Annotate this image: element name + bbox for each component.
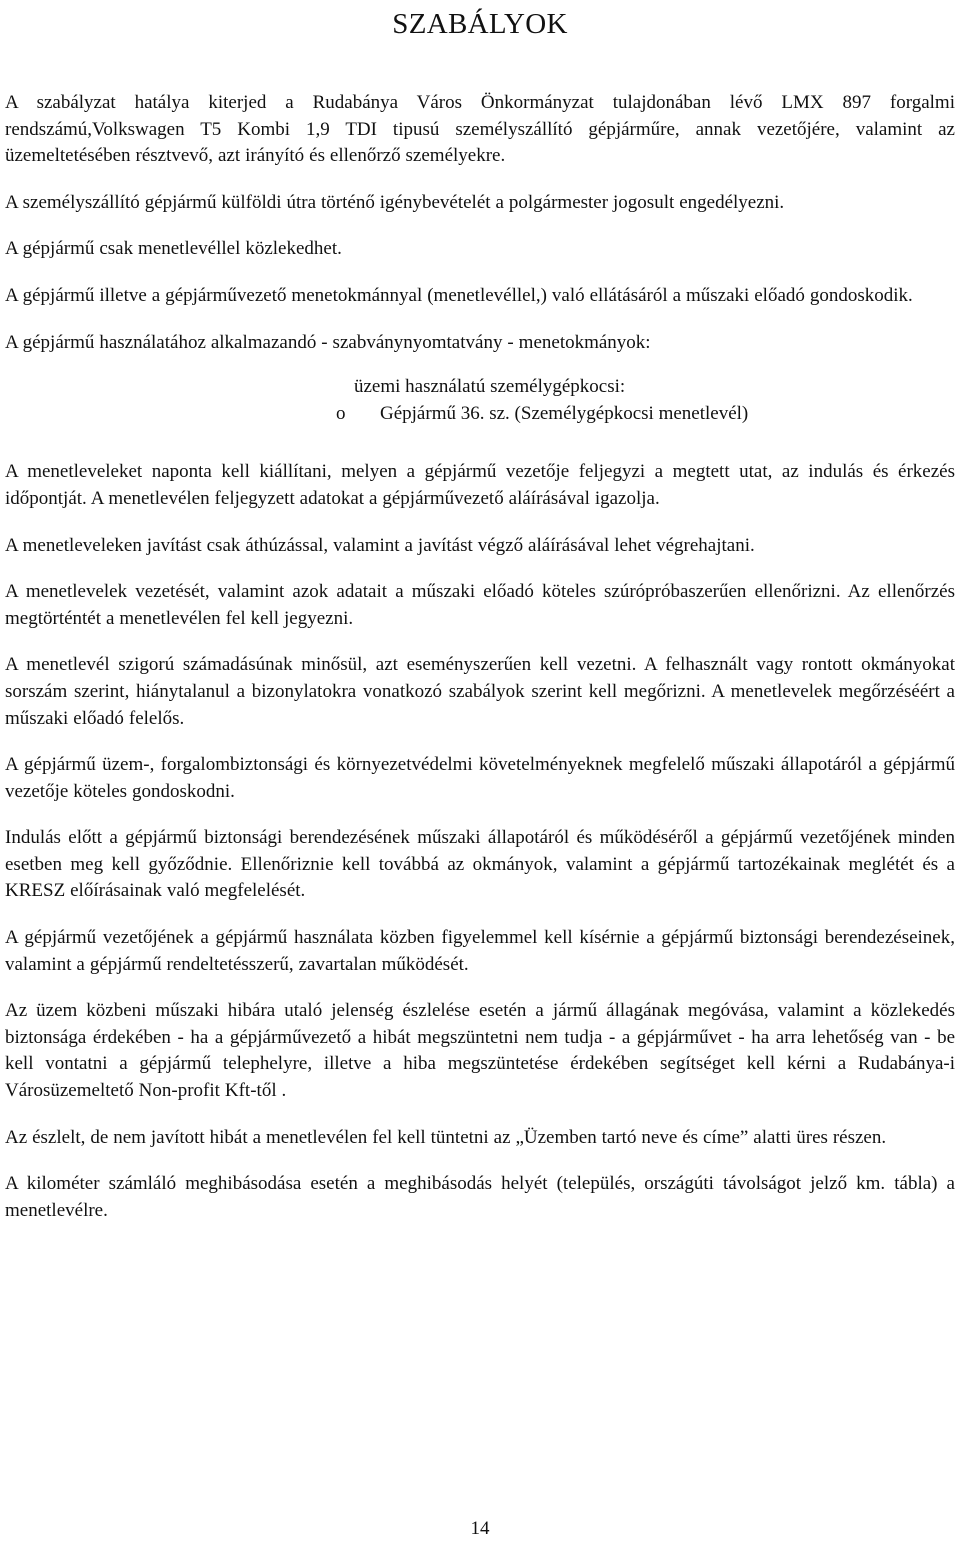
list-bullet: o xyxy=(336,402,346,424)
paragraph-foreign-travel: A személyszállító gépjármű külföldi útra történő igénybevételét a polgármester jogosult engedélyezni. xyxy=(5,191,785,213)
paragraph-corrections: A menetleveleken javítást csak áthúzással, valamint a javítást végző aláírásával lehet végrehajtani. xyxy=(5,534,755,556)
paragraph-strict-accounting: A menetlevél szigorú számadásúnak minősül, azt eseményszerűen kell vezetni. A felhasznált vagy rontott okmányokat sorszám szerint, hiánytalanul a bizonylatokra vonatkozó szabályok szerint kell megőrizni. A menetlevelek megőrzéséért a műszaki előadó felelős. xyxy=(5,654,955,729)
list-item xyxy=(5,401,955,428)
paragraph-documents-provision: A gépjármű illetve a gépjárművezető menetokmánnyal (menetlevéllel,) való ellátásáról a műszaki előadó gondoskodik. xyxy=(5,284,913,306)
page-number: 14 xyxy=(470,1518,490,1539)
list-heading: üzemi használatú személygépkocsi: xyxy=(354,376,626,398)
paragraph-fault-recording: Az észlelt, de nem javított hibát a menetlevélen fel kell tüntetni az „Üzemben tartó neve és címe” alatti üres részen. xyxy=(5,1126,887,1148)
paragraph-spot-checks: A menetlevelek vezetését, valamint azok adatait a műszaki előadó köteles szúrópróbaszerűen ellenőrizni. Az ellenőrzés megtörténtét a menetlevélen fel kell jegyezni. xyxy=(5,581,955,629)
paragraph-odometer-failure: A kilométer számláló meghibásodása esetén a meghibásodás helyét (település, országúti távolságot jelző km. tábla) a menetlevélre. xyxy=(5,1173,955,1221)
paragraph-daily-waybill: A menetleveleket naponta kell kiállítani, melyen a gépjármű vezetője feljegyzi a megtett utat, az indulás és érkezés időpontját. A menetlevélen feljegyzett adatokat a gépjárművezető aláírásával igazolja. xyxy=(5,461,955,509)
page-title: SZABÁLYOK xyxy=(392,8,568,40)
paragraph-breakdown: Az üzem közbeni műszaki hibára utaló jelenség észlelése esetén a jármű állagának megóvása, valamint a közlekedés biztonsága érdekében - ha a gépjárművezető a hibát megszüntetni nem tudja - a gépjárművet - ha arra lehetőség van - be kell vontatni a gépjármű telephelyre, illetve a hiba megszüntetése érdekében segítséget kell kérni a Rudabánya-i Városüzemeltető Non-profit Kft-től . xyxy=(5,1000,955,1102)
paragraph-scope: A szabályzat hatálya kiterjed a Rudabánya Város Önkormányzat tulajdonában lévő LMX 897 forgalmi rendszámú,Volkswagen T5 Kombi 1,9 TDI tipusú személyszállító gépjárműre, annak vezetőjére, valamint az üzemeltetésében résztvevő, azt irányító és ellenőrző személyekre. xyxy=(5,92,955,167)
paragraph-forms-intro: A gépjármű használatához alkalmazandó - szabványnyomtatvány - menetokmányok: xyxy=(5,331,651,353)
paragraph-monitoring: A gépjármű vezetőjének a gépjármű használata közben figyelemmel kell kísérnie a gépjármű biztonsági berendezéseinek, valamint a gépjármű rendeltetésszerű, zavartalan működését. xyxy=(5,927,955,975)
paragraph-pre-departure-check: Indulás előtt a gépjármű biztonsági berendezésének műszaki állapotáról és működéséről a gépjármű vezetőjének minden esetben meg kell győződnie. Ellenőriznie kell továbbá az okmányok, valamint a gépjármű tartozékainak meglétét és a KRESZ előírásainak való megfelelését. xyxy=(5,827,955,902)
document-page xyxy=(5,0,955,1545)
paragraph-waybill-required: A gépjármű csak menetlevéllel közlekedhet. xyxy=(5,238,342,260)
list-item-text: Gépjármű 36. sz. (Személygépkocsi menetlevél) xyxy=(380,402,749,424)
paragraph-technical-condition: A gépjármű üzem-, forgalombiztonsági és környezetvédelmi követelményeknek megfelelő műszaki állapotáról a gépjármű vezetője köteles gondoskodni. xyxy=(5,754,955,802)
